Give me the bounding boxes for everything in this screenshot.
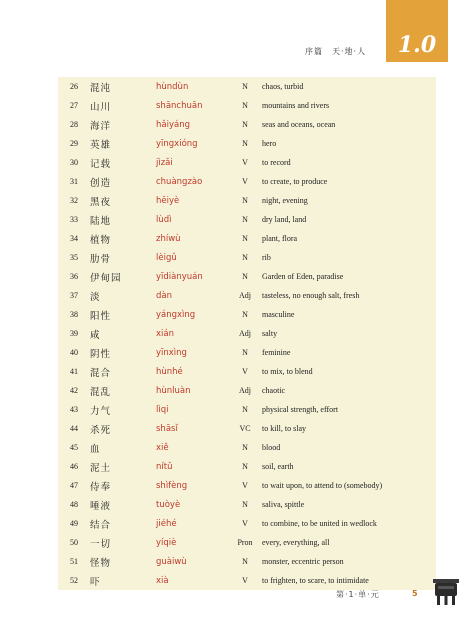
part-of-speech: N bbox=[242, 462, 248, 471]
table-row bbox=[58, 571, 436, 590]
part-of-speech: N bbox=[242, 557, 248, 566]
entry-number: 42 bbox=[70, 386, 78, 395]
entry-number: 26 bbox=[70, 82, 78, 91]
part-of-speech: Pron bbox=[237, 538, 253, 547]
table-row bbox=[58, 362, 436, 381]
part-of-speech: Adj bbox=[239, 329, 251, 338]
part-of-speech: N bbox=[242, 310, 248, 319]
part-of-speech: N bbox=[242, 215, 248, 224]
part-of-speech: N bbox=[242, 500, 248, 509]
english-definition: mountains and rivers bbox=[262, 101, 330, 110]
pinyin: chuàngzào bbox=[156, 176, 203, 187]
entry-number: 37 bbox=[70, 291, 78, 300]
table-row bbox=[58, 552, 436, 571]
part-of-speech: N bbox=[242, 405, 248, 414]
unit-footer: 第·1·单·元 bbox=[336, 590, 380, 599]
hanzi: 海洋 bbox=[90, 120, 112, 132]
hanzi: 咸 bbox=[90, 329, 101, 341]
pinyin: yīngxióng bbox=[156, 138, 198, 149]
hanzi: 山川 bbox=[90, 101, 112, 113]
table-row bbox=[58, 343, 436, 362]
entry-number: 33 bbox=[70, 215, 78, 224]
part-of-speech: N bbox=[242, 120, 248, 129]
part-of-speech: Adj bbox=[239, 386, 251, 395]
pinyin: yīdiànyuán bbox=[156, 271, 203, 282]
table-row bbox=[58, 305, 436, 324]
english-definition: to create, to produce bbox=[262, 177, 328, 186]
table-row bbox=[58, 495, 436, 514]
entry-number: 46 bbox=[70, 462, 78, 471]
pinyin: guàiwù bbox=[156, 556, 187, 567]
table-row bbox=[58, 476, 436, 495]
english-definition: saliva, spittle bbox=[262, 500, 305, 509]
part-of-speech: N bbox=[242, 234, 248, 243]
bronze-vessel-icon bbox=[430, 577, 462, 607]
entry-number: 32 bbox=[70, 196, 78, 205]
hanzi: 阴性 bbox=[90, 348, 112, 360]
english-definition: physical strength, effort bbox=[262, 405, 339, 414]
hanzi: 英雄 bbox=[90, 139, 112, 151]
hanzi: 阳性 bbox=[90, 310, 112, 322]
pinyin: dàn bbox=[156, 290, 172, 301]
page-number: 5 bbox=[412, 589, 418, 598]
english-definition: Garden of Eden, paradise bbox=[262, 272, 344, 281]
pinyin: shāsǐ bbox=[156, 423, 178, 434]
pinyin: hùndùn bbox=[156, 81, 189, 92]
english-definition: to record bbox=[262, 158, 291, 167]
english-definition: salty bbox=[262, 329, 278, 338]
part-of-speech: V bbox=[242, 158, 248, 167]
hanzi: 混沌 bbox=[90, 82, 112, 94]
hanzi: 混乱 bbox=[90, 386, 112, 398]
pinyin: shìfèng bbox=[156, 480, 188, 491]
entry-number: 27 bbox=[70, 101, 78, 110]
pinyin: lùdì bbox=[156, 214, 172, 225]
english-definition: feminine bbox=[262, 348, 291, 357]
hanzi: 伊甸园 bbox=[90, 272, 122, 284]
entry-number: 50 bbox=[70, 538, 78, 547]
pinyin: nítǔ bbox=[156, 461, 173, 472]
part-of-speech: N bbox=[242, 348, 248, 357]
pinyin: hùnhé bbox=[156, 366, 183, 377]
english-definition: monster, eccentric person bbox=[262, 557, 344, 566]
entry-number: 47 bbox=[70, 481, 78, 490]
entry-number: 30 bbox=[70, 158, 78, 167]
entry-number: 28 bbox=[70, 120, 78, 129]
entry-number: 49 bbox=[70, 519, 78, 528]
hanzi: 肋骨 bbox=[90, 253, 112, 265]
pinyin: hēiyè bbox=[156, 195, 180, 206]
chapter-header: 序篇 天·地·人 bbox=[305, 47, 367, 56]
hanzi: 杀死 bbox=[90, 424, 112, 436]
entry-number: 45 bbox=[70, 443, 78, 452]
english-definition: to frighten, to scare, to intimidate bbox=[262, 576, 369, 585]
pinyin: yīnxìng bbox=[156, 347, 187, 358]
english-definition: plant, flora bbox=[262, 234, 298, 243]
hanzi: 植物 bbox=[90, 234, 112, 246]
english-definition: dry land, land bbox=[262, 215, 307, 224]
english-definition: to mix, to blend bbox=[262, 367, 313, 376]
entry-number: 34 bbox=[70, 234, 78, 243]
hanzi: 唾液 bbox=[90, 500, 112, 512]
entry-number: 51 bbox=[70, 557, 78, 566]
part-of-speech: V bbox=[242, 367, 248, 376]
hanzi: 吓 bbox=[90, 576, 101, 588]
entry-number: 38 bbox=[70, 310, 78, 319]
entry-number: 52 bbox=[70, 576, 78, 585]
entry-number: 35 bbox=[70, 253, 78, 262]
part-of-speech: N bbox=[242, 139, 248, 148]
hanzi: 泥土 bbox=[90, 462, 112, 474]
chapter-number: 1.0 bbox=[397, 32, 437, 58]
pinyin: xiě bbox=[156, 442, 169, 453]
part-of-speech: V bbox=[242, 481, 248, 490]
table-row bbox=[58, 229, 436, 248]
table-row bbox=[58, 134, 436, 153]
english-definition: masculine bbox=[262, 310, 295, 319]
hanzi: 侍奉 bbox=[90, 481, 112, 493]
entry-number: 39 bbox=[70, 329, 78, 338]
english-definition: rib bbox=[262, 253, 271, 262]
hanzi: 陆地 bbox=[90, 215, 112, 227]
entry-number: 29 bbox=[70, 139, 78, 148]
english-definition: soil, earth bbox=[262, 462, 294, 471]
pinyin: shānchuān bbox=[156, 100, 203, 111]
table-row bbox=[58, 210, 436, 229]
part-of-speech: V bbox=[242, 519, 248, 528]
entry-number: 41 bbox=[70, 367, 78, 376]
english-definition: every, everything, all bbox=[262, 538, 330, 547]
pinyin: jìzǎi bbox=[156, 157, 173, 168]
hanzi: 记载 bbox=[90, 158, 112, 170]
english-definition: blood bbox=[262, 443, 281, 452]
part-of-speech: N bbox=[242, 443, 248, 452]
hanzi: 力气 bbox=[90, 405, 112, 417]
pinyin: xià bbox=[156, 575, 169, 586]
entry-number: 48 bbox=[70, 500, 78, 509]
entry-number: 31 bbox=[70, 177, 78, 186]
table-row bbox=[58, 153, 436, 172]
hanzi: 创造 bbox=[90, 177, 112, 189]
table-row bbox=[58, 514, 436, 533]
english-definition: chaos, turbid bbox=[262, 82, 304, 91]
part-of-speech: Adj bbox=[239, 291, 251, 300]
pinyin: hǎiyáng bbox=[156, 119, 190, 130]
english-definition: to kill, to slay bbox=[262, 424, 306, 433]
hanzi: 混合 bbox=[90, 367, 112, 379]
table-row bbox=[58, 324, 436, 343]
hanzi: 结合 bbox=[90, 519, 112, 531]
table-row bbox=[58, 381, 436, 400]
english-definition: seas and oceans, ocean bbox=[262, 120, 336, 129]
table-row bbox=[58, 533, 436, 552]
hanzi: 血 bbox=[90, 443, 101, 455]
entry-number: 36 bbox=[70, 272, 78, 281]
table-row bbox=[58, 77, 436, 96]
english-definition: tasteless, no enough salt, fresh bbox=[262, 291, 360, 300]
part-of-speech: N bbox=[242, 272, 248, 281]
entry-number: 40 bbox=[70, 348, 78, 357]
part-of-speech: N bbox=[242, 253, 248, 262]
chapter-tab bbox=[386, 0, 448, 62]
pinyin: tuòyè bbox=[156, 499, 181, 510]
table-row bbox=[58, 172, 436, 191]
entry-number: 44 bbox=[70, 424, 78, 433]
english-definition: night, evening bbox=[262, 196, 308, 205]
hanzi: 淡 bbox=[90, 291, 101, 303]
table-row bbox=[58, 248, 436, 267]
english-definition: to wait upon, to attend to (somebody) bbox=[262, 481, 383, 490]
table-row bbox=[58, 191, 436, 210]
english-definition: to combine, to be united in wedlock bbox=[262, 519, 377, 528]
table-row bbox=[58, 438, 436, 457]
table-row bbox=[58, 96, 436, 115]
part-of-speech: VC bbox=[239, 424, 251, 433]
english-definition: hero bbox=[262, 139, 277, 148]
pinyin: yíqiè bbox=[156, 537, 177, 548]
hanzi: 一切 bbox=[90, 538, 112, 550]
part-of-speech: N bbox=[242, 196, 248, 205]
table-row bbox=[58, 267, 436, 286]
table-row bbox=[58, 419, 436, 438]
pinyin: lìqi bbox=[156, 404, 169, 415]
part-of-speech: N bbox=[242, 101, 248, 110]
hanzi: 怪物 bbox=[90, 557, 112, 569]
part-of-speech: N bbox=[242, 82, 248, 91]
entry-number: 43 bbox=[70, 405, 78, 414]
english-definition: chaotic bbox=[262, 386, 286, 395]
table-row bbox=[58, 400, 436, 419]
pinyin: lèigǔ bbox=[156, 252, 177, 263]
table-row bbox=[58, 457, 436, 476]
pinyin: xián bbox=[156, 328, 174, 339]
pinyin: hùnluàn bbox=[156, 385, 191, 396]
table-row bbox=[58, 115, 436, 134]
part-of-speech: V bbox=[242, 576, 248, 585]
part-of-speech: V bbox=[242, 177, 248, 186]
table-row bbox=[58, 286, 436, 305]
hanzi: 黑夜 bbox=[90, 196, 112, 208]
pinyin: jiéhé bbox=[156, 518, 177, 529]
pinyin: yángxìng bbox=[156, 309, 196, 320]
pinyin: zhíwù bbox=[156, 233, 181, 244]
vocabulary-table bbox=[58, 77, 436, 590]
